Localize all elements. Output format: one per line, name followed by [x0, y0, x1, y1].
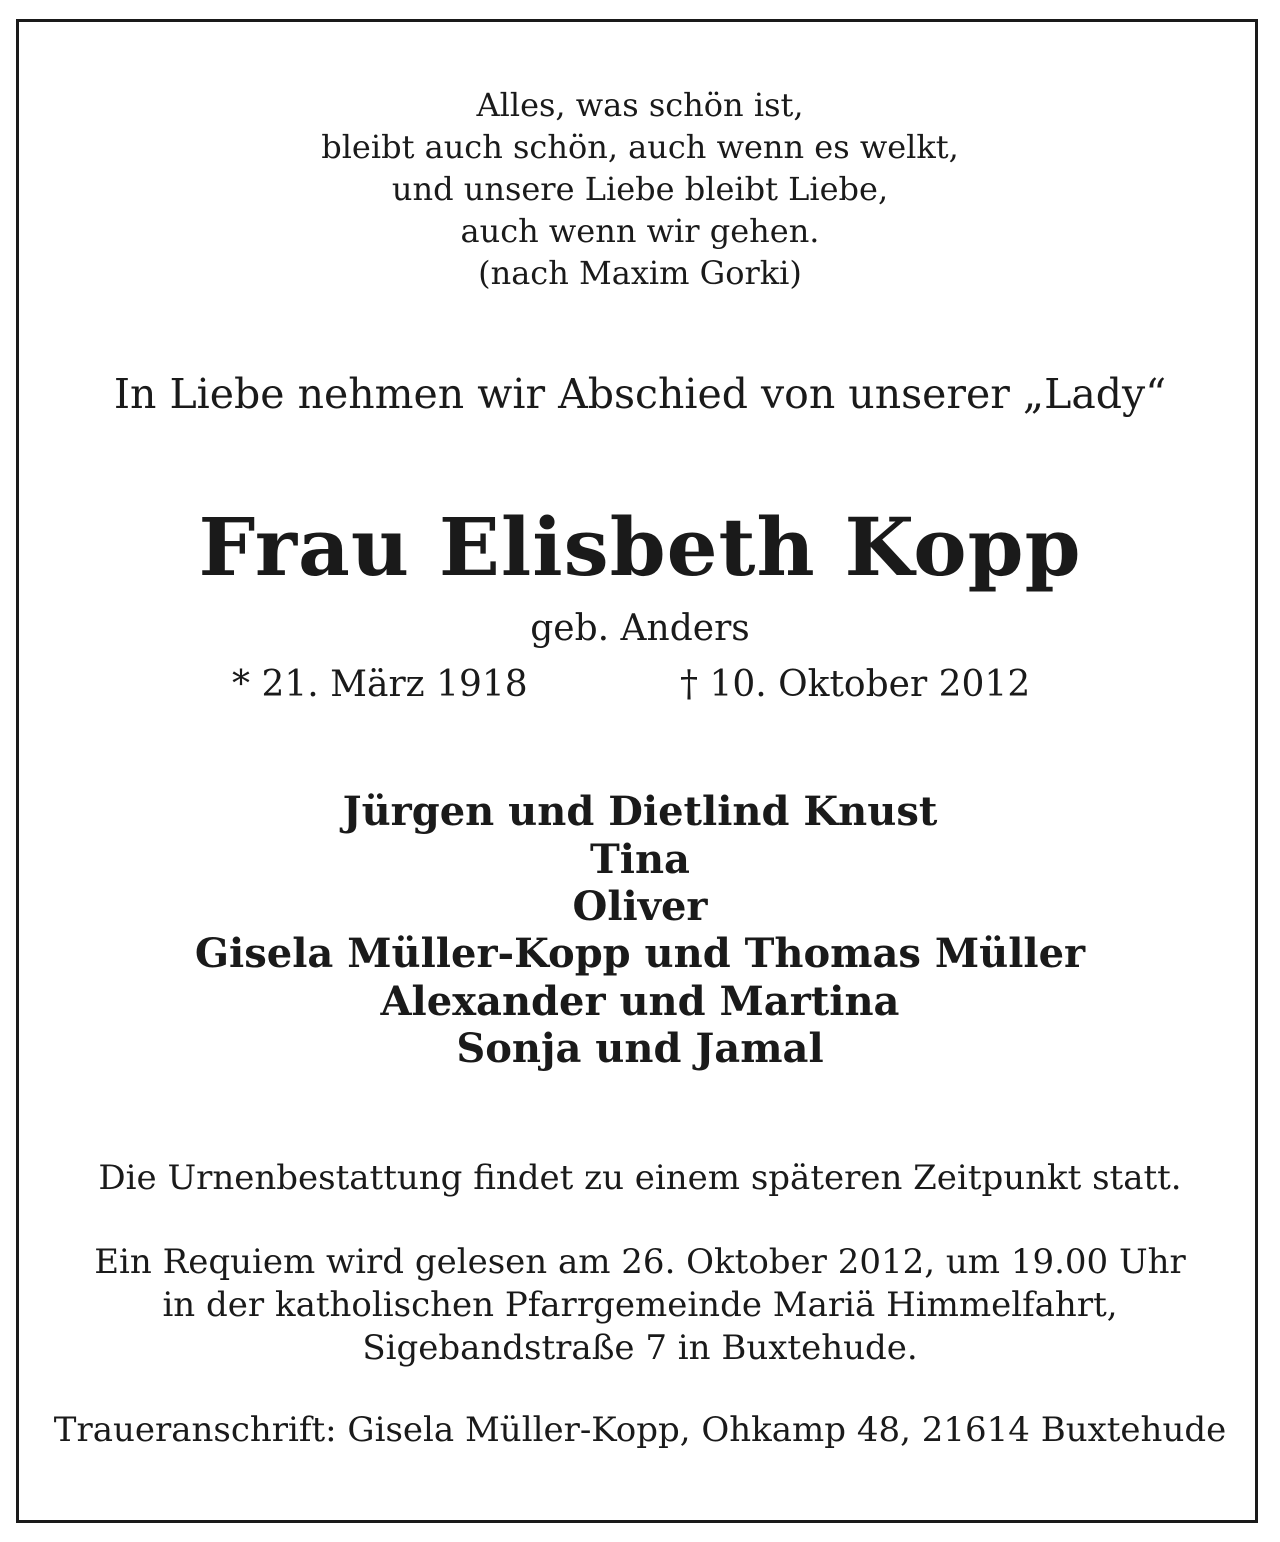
death-date: † 10. Oktober 2012 — [680, 664, 1031, 705]
quote-line: bleibt auch schön, auch wenn es welkt, — [321, 128, 959, 166]
requiem-line: in der katholischen Pfarrgemeinde Mariä Himmelfahrt, — [162, 1285, 1118, 1325]
family-line: Sonja und Jamal — [456, 1025, 824, 1072]
farewell-intro: In Liebe nehmen wir Abschied von unserer „Lady“ — [113, 370, 1167, 418]
family-line: Jürgen und Dietlind Knust — [342, 788, 938, 835]
family-line: Alexander und Martina — [380, 978, 900, 1025]
family-line: Gisela Müller-Kopp und Thomas Müller — [194, 930, 1086, 977]
mourning-address: Traueranschrift: Gisela Müller-Kopp, Ohkamp 48, 21614 Buxtehude — [53, 1410, 1227, 1450]
birth-date: * 21. März 1918 — [232, 664, 528, 705]
quote-line: und unsere Liebe bleibt Liebe, — [391, 170, 889, 208]
deceased-name: Frau Elisbeth Kopp — [198, 500, 1082, 594]
family-line: Oliver — [572, 883, 708, 930]
quote-attribution: (nach Maxim Gorki) — [478, 254, 802, 292]
family-line: Tina — [590, 836, 690, 883]
quote-line: auch wenn wir gehen. — [460, 212, 820, 250]
requiem-line: Sigebandstraße 7 in Buxtehude. — [362, 1328, 918, 1368]
burial-note: Die Urnenbestattung findet zu einem späteren Zeitpunkt statt. — [98, 1158, 1182, 1198]
birth-name: geb. Anders — [530, 608, 750, 649]
requiem-line: Ein Requiem wird gelesen am 26. Oktober 2012, um 19.00 Uhr — [94, 1242, 1186, 1282]
quote-line: Alles, was schön ist, — [476, 86, 804, 124]
